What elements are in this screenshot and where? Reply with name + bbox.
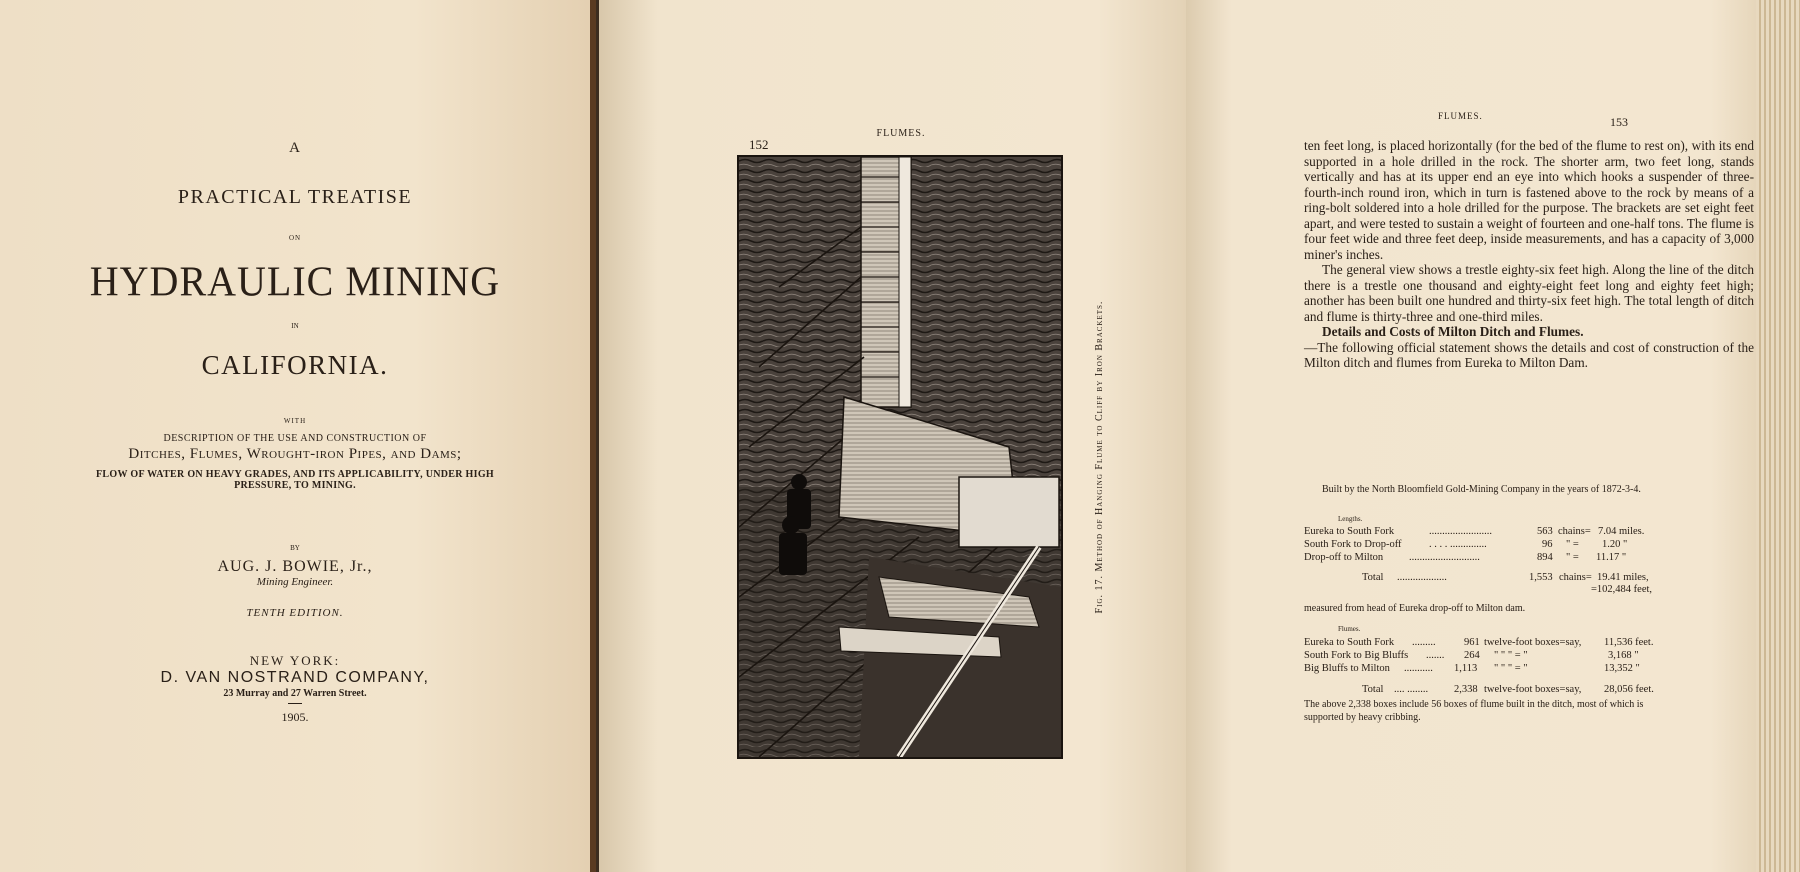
row-name: Eureka to South Fork <box>1304 526 1395 537</box>
table-row <box>1304 637 1756 650</box>
title-flow: FLOW OF WATER ON HEAVY GRADES, AND ITS APPLICABILITY, UNDER HIGH PRESSURE, TO MINING. <box>96 469 494 491</box>
row-desc: twelve-foot boxes=say, <box>1484 637 1582 648</box>
total-chains: 1,553 <box>1529 572 1553 583</box>
table-total-row <box>1304 584 1756 597</box>
paragraph-1: ten feet long, is placed horizontally (for the bed of the flume to rest on), with its end supported in a hole drilled in the rock. The shorter arm, two feet long, stands vertically and has at its upper end an eye into which hooks a suspender of three-fourth-inch round iron, which in turn is fastened above to the rock by means of a ring-bolt soldered into a hole drilled for the purpose. The brackets are set eight feet apart, and were tested to sustain a weight of fourteen and one-half tons. The flume is four feet wide and three feet deep, inside measurements, and has a capacity of 3,000 miner's inches. <box>1304 138 1754 262</box>
row-chains: 894 <box>1537 552 1553 563</box>
flumes-label: Flumes. <box>1338 625 1361 633</box>
lengths-label: Lengths. <box>1338 515 1363 523</box>
flume-engraving-art <box>739 157 1061 757</box>
total-dots: .... ........ <box>1394 684 1429 695</box>
title-year: 1905. <box>281 710 309 724</box>
title-ditches: Ditches, Flumes, Wrought-iron Pipes, and Dams; <box>128 446 462 462</box>
figure-page <box>596 0 1186 872</box>
row-dots: ....... <box>1426 650 1445 661</box>
total-desc: twelve-foot boxes=say, <box>1484 684 1582 695</box>
row-name: Eureka to South Fork <box>1304 637 1395 648</box>
total-feet: =102,484 feet, <box>1591 584 1653 595</box>
title-by: BY <box>290 544 300 552</box>
row-miles: 11.17 " <box>1596 552 1627 563</box>
section-paragraph <box>1304 324 1754 340</box>
title-page <box>0 0 590 872</box>
total-label: Total <box>1362 684 1384 695</box>
total-miles: 19.41 miles, <box>1597 572 1649 583</box>
row-dots: ........................... <box>1409 552 1480 563</box>
row-count: 961 <box>1464 637 1480 648</box>
total-dots: ................... <box>1397 572 1447 583</box>
row-feet: 13,352 " <box>1604 663 1640 674</box>
body-text <box>1304 138 1754 371</box>
title-with: WITH <box>283 417 307 425</box>
built-note: Built by the North Bloomfield Gold-Mining Company in the years of 1872-3-4. <box>1322 484 1641 495</box>
running-head-right: FLUMES. <box>1438 111 1483 121</box>
row-dots: ........... <box>1404 663 1433 674</box>
measured-note: measured from head of Eureka drop-off to Milton dam. <box>1304 603 1526 614</box>
text-page <box>1186 0 1756 872</box>
total-label: Total <box>1362 572 1384 583</box>
title-treatise: PRACTICAL TREATISE <box>177 186 413 208</box>
title-publisher: D. VAN NOSTRAND COMPANY, <box>160 669 430 686</box>
row-name: Big Bluffs to Milton <box>1304 663 1390 674</box>
title-description: DESCRIPTION OF THE USE AND CONSTRUCTION OF <box>163 433 427 444</box>
table-row <box>1304 539 1756 552</box>
title-author: AUG. J. BOWIE, Jr., <box>217 558 373 575</box>
title-article: A <box>289 140 301 156</box>
paragraph-3: —The following official statement shows the details and cost of construction of the Milton ditch and flumes from Eureka to Milton Dam. <box>1304 339 1754 370</box>
row-name: South Fork to Big Bluffs <box>1304 650 1409 661</box>
flume-engraving <box>737 155 1063 759</box>
row-chains: 563 <box>1537 526 1553 537</box>
figure-caption: Fig. 17. Method of Hanging Flume to Cliff by Iron Brackets. <box>1094 300 1105 614</box>
title-place: CALIFORNIA. <box>201 350 389 380</box>
table-total-row <box>1304 684 1756 697</box>
table-row <box>1304 552 1756 565</box>
row-count: 1,113 <box>1454 663 1478 674</box>
row-miles: 7.04 miles. <box>1598 526 1645 537</box>
row-miles: 1.20 " <box>1602 539 1628 550</box>
row-eq: " = <box>1566 552 1579 563</box>
page-number-right: 153 <box>1610 115 1628 129</box>
row-name: Drop-off to Milton <box>1304 552 1384 563</box>
row-desc: " " " = " <box>1494 650 1528 661</box>
section-title: Details and Costs of Milton Ditch and Flumes. <box>1322 324 1584 339</box>
page-number-left: 152 <box>749 137 769 152</box>
total-count: 2,338 <box>1454 684 1478 695</box>
total-feet: 28,056 feet. <box>1604 684 1654 695</box>
title-edition: TENTH EDITION. <box>246 607 344 619</box>
running-head-left: FLUMES. <box>876 128 926 139</box>
table-row <box>1304 663 1756 676</box>
total-eq: chains= <box>1559 572 1592 583</box>
table-row <box>1304 650 1756 663</box>
title-author-role: Mining Engineer. <box>256 576 334 588</box>
row-eq: chains= <box>1558 526 1591 537</box>
table-row <box>1304 526 1756 539</box>
row-dots: ......... <box>1412 637 1436 648</box>
row-name: South Fork to Drop-off <box>1304 539 1402 550</box>
row-chains: 96 <box>1542 539 1553 550</box>
title-in: IN <box>291 322 299 330</box>
row-feet: 3,168 " <box>1608 650 1639 661</box>
title-on: ON <box>288 234 302 242</box>
paragraph-2: The general view shows a trestle eighty-six feet high. Along the line of the ditch there is a trestle one thousand and eighty-eight feet long and eighty feet high; another has been built one hundred and thirty-six feet high. The total length of ditch and flume is thirty-three and one-third miles. <box>1304 262 1754 324</box>
title-rule <box>288 703 302 704</box>
row-feet: 11,536 feet. <box>1604 637 1654 648</box>
row-desc: " " " = " <box>1494 663 1528 674</box>
row-dots: ........................ <box>1429 526 1492 537</box>
title-subject: HYDRAULIC MINING <box>89 257 501 306</box>
closing-note: The above 2,338 boxes include 56 boxes of flume built in the ditch, most of which is supported by heavy cribbing. <box>1304 699 1644 723</box>
title-city: NEW YORK: <box>249 653 341 668</box>
row-dots: . . . . .............. <box>1429 539 1487 550</box>
row-count: 264 <box>1464 650 1480 661</box>
row-eq: " = <box>1566 539 1579 550</box>
book-edge <box>1756 0 1800 872</box>
title-address: 23 Murray and 27 Warren Street. <box>223 688 367 699</box>
